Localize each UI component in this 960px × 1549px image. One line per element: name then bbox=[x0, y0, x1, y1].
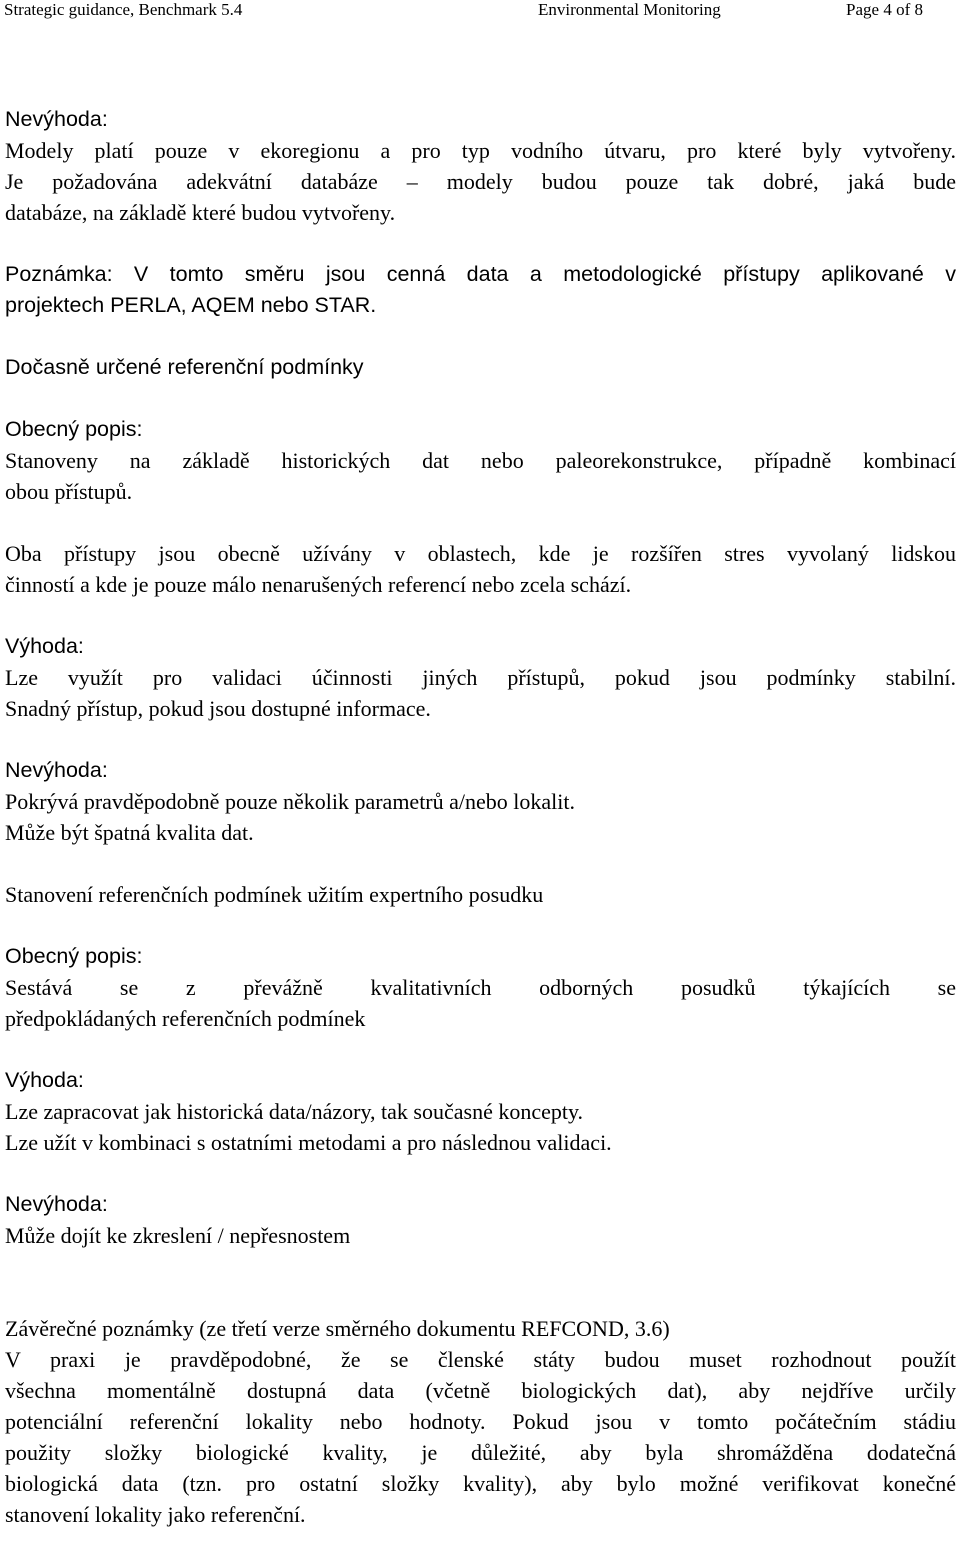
advantage-label: Výhoda: bbox=[5, 634, 84, 658]
section-heading: Stanovení referenčních podmínek užitím expertního posudku bbox=[5, 882, 544, 907]
section-heading: Závěrečné poznámky (ze třetí verze směrného dokumentu REFCOND, 3.6) bbox=[5, 1316, 670, 1341]
page-header bbox=[0, 0, 960, 20]
header-page-number: Page 4 of 8 bbox=[846, 0, 923, 19]
disadvantage-line: Pokrývá pravděpodobně pouze několik parametrů a/nebo lokalit. bbox=[5, 789, 575, 814]
disadvantage-line: Je požadována adekvátní databáze – modely budou pouze tak dobré, jaká bude bbox=[5, 169, 956, 194]
general-description-line: předpokládaných referenčních podmínek bbox=[5, 1006, 366, 1031]
document-body bbox=[5, 104, 956, 1530]
general-description-line: Sestává se z převážně kvalitativních odborných posudků týkajících se bbox=[5, 975, 956, 1000]
advantage-line: Lze zapracovat jak historická data/názory, tak současné koncepty. bbox=[5, 1099, 584, 1124]
section-heading: Dočasně určené referenční podmínky bbox=[5, 355, 364, 379]
note-line: Poznámka: V tomto směru jsou cenná data a metodologické přístupy aplikované v bbox=[5, 262, 956, 286]
conclusion-line: potenciální referenční lokality nebo hodnoty. Pokud jsou v tomto počátečním stádiu bbox=[5, 1409, 956, 1434]
disadvantage-line: databáze, na základě které budou vytvořeny. bbox=[5, 200, 396, 225]
header-document-title: Strategic guidance, Benchmark 5.4 bbox=[4, 0, 243, 19]
conclusion-line: V praxi je pravděpodobné, že se členské státy budou muset rozhodnout použít bbox=[5, 1347, 956, 1372]
general-description-label: Obecný popis: bbox=[5, 417, 143, 441]
note-line: projektech PERLA, AQEM nebo STAR. bbox=[5, 293, 377, 317]
conclusion-line: všechna momentálně dostupná data (včetně biologických dat), aby nejdříve určily bbox=[5, 1378, 956, 1403]
advantage-line: Lze využít pro validaci účinnosti jiných přístupů, pokud jsou podmínky stabilní. bbox=[5, 665, 956, 690]
disadvantage-line: Může dojít ke zkreslení / nepřesnostem bbox=[5, 1223, 351, 1248]
conclusion-line: biologická data (tzn. pro ostatní složky kvality), aby bylo možné verifikovat konečné bbox=[5, 1471, 956, 1496]
disadvantage-label: Nevýhoda: bbox=[5, 107, 108, 131]
paragraph-line: Oba přístupy jsou obecně užívány v oblastech, kde je rozšířen stres vyvolaný lidskou bbox=[5, 541, 956, 566]
advantage-label: Výhoda: bbox=[5, 1068, 84, 1092]
disadvantage-line: Může být špatná kvalita dat. bbox=[5, 820, 254, 845]
paragraph-line: činností a kde je pouze málo nenarušených referencí nebo zcela schází. bbox=[5, 572, 632, 597]
advantage-line: Snadný přístup, pokud jsou dostupné informace. bbox=[5, 696, 431, 721]
general-description-label: Obecný popis: bbox=[5, 944, 143, 968]
disadvantage-label: Nevýhoda: bbox=[5, 758, 108, 782]
conclusion-line: stanovení lokality jako referenční. bbox=[5, 1502, 306, 1527]
general-description-line: obou přístupů. bbox=[5, 479, 133, 504]
disadvantage-label: Nevýhoda: bbox=[5, 1192, 108, 1216]
header-section-title: Environmental Monitoring bbox=[538, 0, 721, 19]
conclusion-line: použity složky biologické kvality, je důležité, aby byla shromážděna dodatečná bbox=[5, 1440, 956, 1465]
disadvantage-line: Modely platí pouze v ekoregionu a pro typ vodního útvaru, pro které byly vytvořeny. bbox=[5, 138, 956, 163]
general-description-line: Stanoveny na základě historických dat nebo paleorekonstrukce, případně kombinací bbox=[5, 448, 956, 473]
advantage-line: Lze užít v kombinaci s ostatními metodami a pro následnou validaci. bbox=[5, 1130, 612, 1155]
